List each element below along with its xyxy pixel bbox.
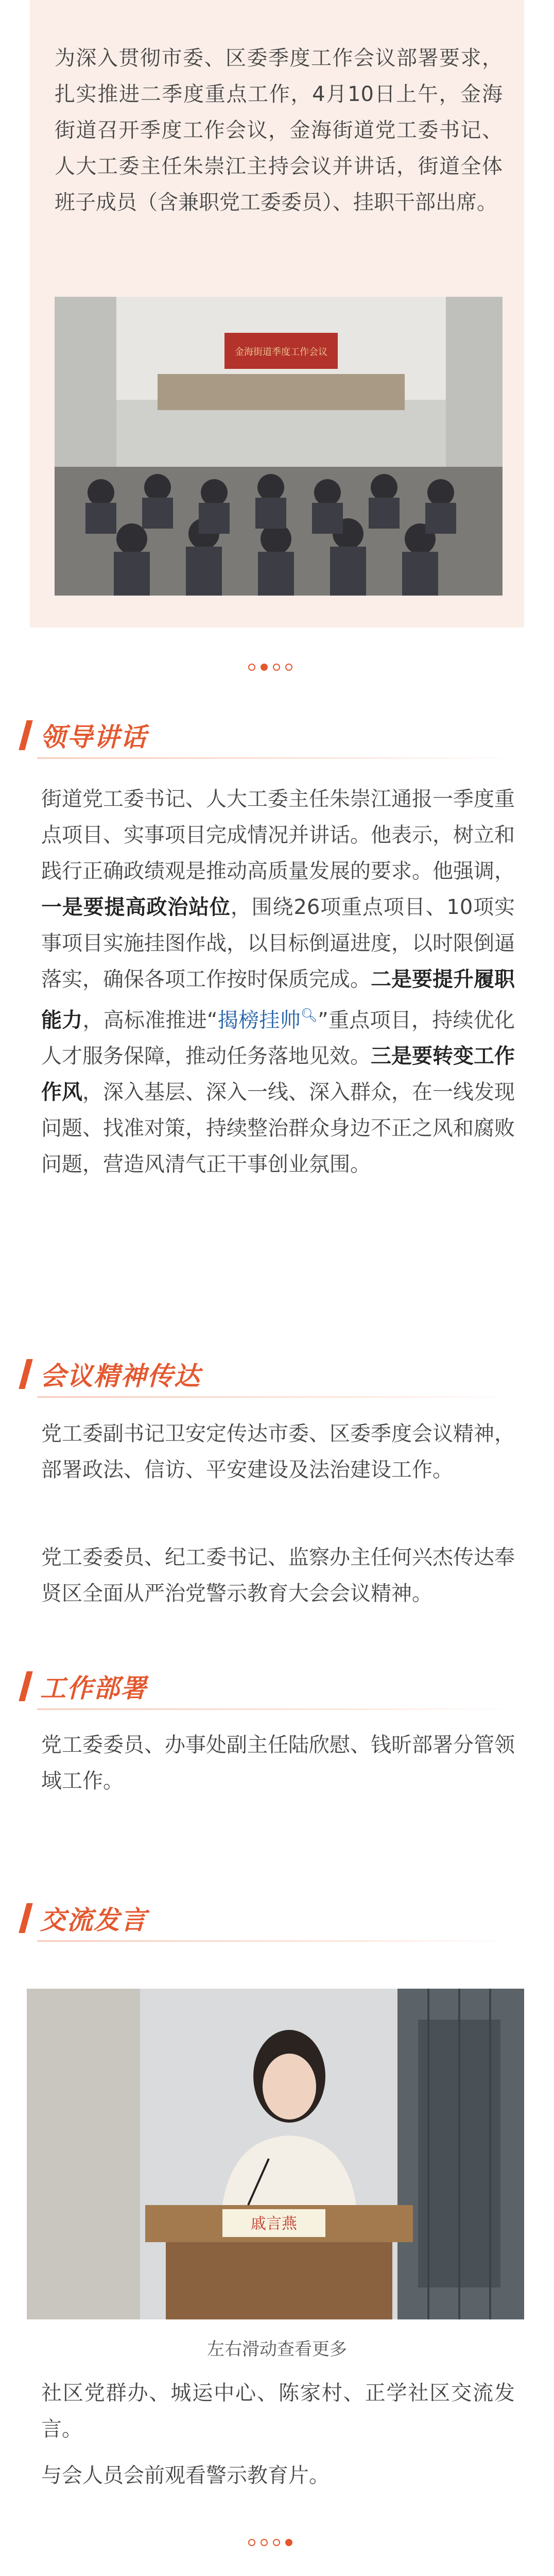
section-title: 领导讲话: [40, 722, 147, 752]
heading-accent-bar: [19, 1903, 33, 1933]
work-paragraph: 党工委委员、办事处副主任陆欣慰、钱昕部署分管领域工作。: [41, 1733, 515, 1793]
heading-divider: [37, 757, 516, 759]
speaker-photo[interactable]: [27, 1989, 524, 2319]
carousel-dot[interactable]: [273, 2539, 280, 2546]
heading-accent-bar: [19, 1359, 33, 1389]
swipe-hint: 左右滑动查看更多: [207, 2339, 347, 2360]
carousel-dot[interactable]: [285, 664, 292, 671]
topic-link[interactable]: 揭榜挂帅: [217, 1008, 301, 1032]
spirit-paragraph-2: 党工委委员、纪工委书记、监察办主任何兴杰传达奉贤区全面从严治党警示教育大会会议精神。: [41, 1546, 515, 1605]
section-heading-spirit: [23, 1356, 201, 1392]
carousel-dot[interactable]: [273, 664, 280, 671]
section-heading-speech: [23, 1900, 147, 1936]
heading-divider: [37, 1940, 516, 1942]
heading-accent-bar: [19, 720, 33, 750]
speech-paragraph-2: 与会人员会前观看警示教育片。: [41, 2464, 330, 2487]
nameplate-text: 戚言燕: [251, 2215, 297, 2233]
carousel-indicator[interactable]: [248, 664, 292, 671]
meeting-photo[interactable]: [55, 297, 503, 596]
intro-card: [30, 0, 524, 628]
section-heading-work: [23, 1668, 147, 1704]
carousel-indicator[interactable]: [248, 2539, 292, 2546]
search-icon[interactable]: 🔍︎: [300, 1008, 318, 1023]
heading-divider: [37, 1708, 516, 1710]
speaker-illustration: [27, 1989, 524, 2319]
section-heading-leader: [23, 717, 147, 753]
spirit-paragraph-1: 党工委副书记卫安定传达市委、区委季度会议精神，部署政法、信访、平安建设及法治建设工作。: [41, 1422, 515, 1482]
intro-text: 为深入贯彻市委、区委季度工作会议部署要求，扎实推进二季度重点工作，4月10日上午，金海街道召开季度工作会议，金海街道党工委书记、人大工委主任朱崇江主持会议并讲话，街道全体班子成员（含兼职党工委委员）、挂职干部出席。: [55, 46, 503, 214]
section-title: 工作部署: [40, 1673, 147, 1703]
carousel-dot[interactable]: [261, 2539, 268, 2546]
meeting-hall-illustration: [55, 297, 503, 596]
carousel-dot-active[interactable]: [261, 664, 268, 671]
carousel-dot-active[interactable]: [285, 2539, 292, 2546]
leader-speech-paragraph: 街道党工委书记、人大工委主任朱崇江通报一季度重点项目、实事项目完成情况并讲话。他表示，树立和践行正确政绩观是推动高质量发展的要求。他强调，一是要提高政治站位，围绕26项重点项目、10项实事项目实施挂图作战，以目标倒逼进度，以时限倒逼落实，确保各项工作按时保质完成。二是要提升履职能力，高标准推进“揭榜挂帅🔍︎”重点项目，持续优化人才服务保障，推动任务落地见效。三是要转变工作作风，深入基层、深入一线、深入群众，在一线发现问题、找准对策，持续整治群众身边不正之风和腐败问题，营造风清气正干事创业氛围。: [41, 787, 515, 1177]
heading-accent-bar: [19, 1671, 33, 1701]
section-title: 交流发言: [40, 1905, 147, 1935]
carousel-dot[interactable]: [248, 2539, 255, 2546]
carousel-dot[interactable]: [248, 664, 255, 671]
heading-divider: [37, 1396, 516, 1398]
meeting-banner-text: 金海街道季度工作会议: [235, 347, 327, 358]
section-title: 会议精神传达: [40, 1361, 201, 1391]
speech-paragraph-1: 社区党群办、城运中心、陈家村、正学社区交流发言。: [41, 2381, 515, 2441]
